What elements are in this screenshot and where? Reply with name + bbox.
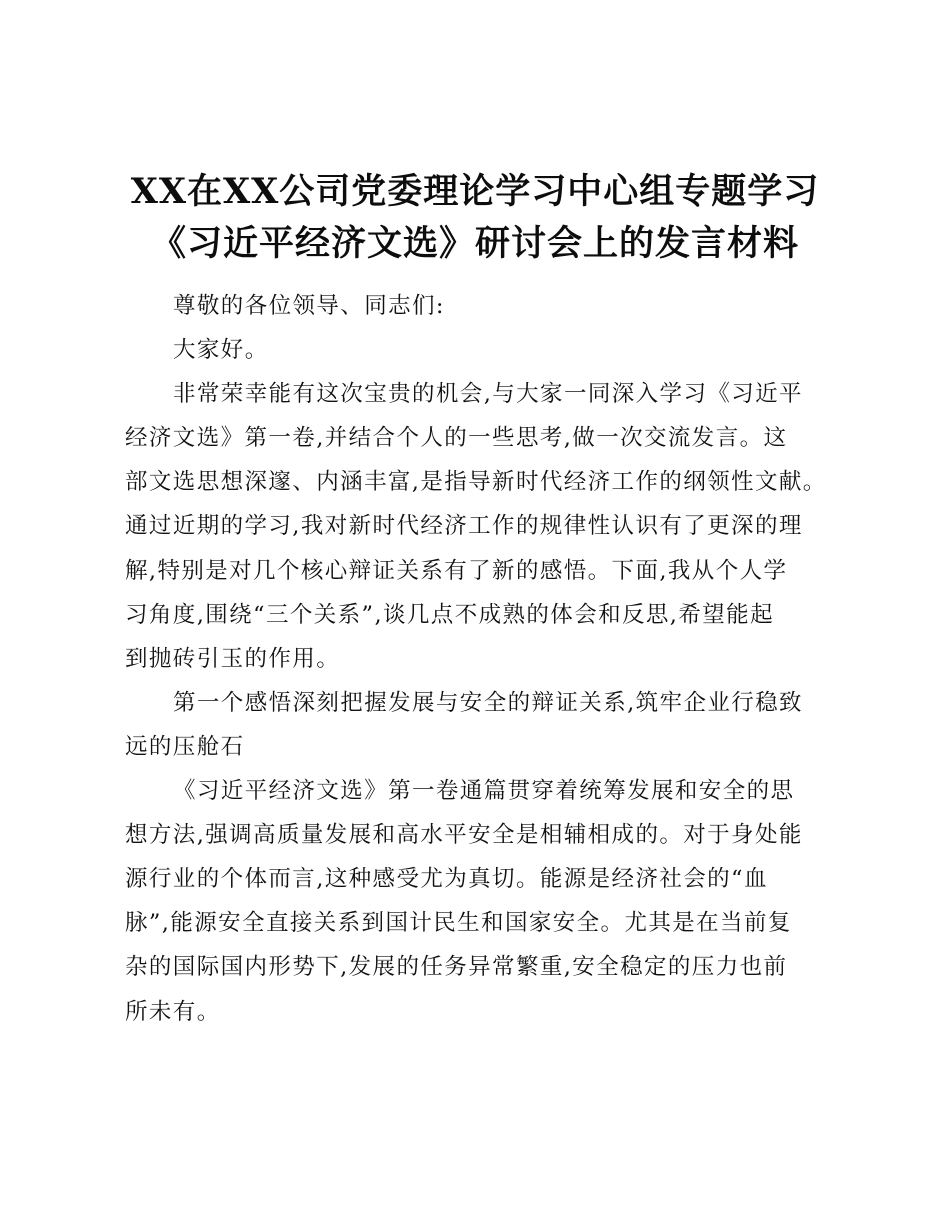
- paragraph-line: 通过近期的学习,我对新时代经济工作的规律性认识有了更深的理: [125, 513, 803, 540]
- paragraph-line: 脉”,能源安全直接关系到国计民生和国家安全。尤其是在当前复: [125, 910, 792, 937]
- salutation: 尊敬的各位领导、同志们:: [173, 293, 445, 319]
- paragraph-line: 非常荣幸能有这次宝贵的机会,与大家一同深入学习《习近平: [173, 381, 803, 408]
- paragraph-line: 《习近平经济文选》第一卷通篇贯穿着统筹发展和安全的思: [173, 778, 795, 805]
- paragraph-line: 习角度,围绕“三个关系”,谈几点不成熟的体会和反思,希望能起: [125, 601, 774, 628]
- document-title-line-2: 《习近平经济文选》研讨会上的发言材料: [150, 223, 799, 264]
- section-heading-line: 远的压舱石: [125, 733, 245, 760]
- document-body: [125, 284, 845, 1034]
- section-heading-line: 第一个感悟深刻把握发展与安全的辩证关系,筑牢企业行稳致: [173, 689, 803, 716]
- paragraph-line: 杂的国际国内形势下,发展的任务异常繁重,安全稳定的压力也前: [125, 954, 788, 981]
- paragraph-line: 解,特别是对几个核心辩证关系有了新的感悟。下面,我从个人学: [125, 557, 788, 584]
- paragraph-line: 想方法,强调高质量发展和高水平安全是相辅相成的。对于身处能: [125, 822, 803, 849]
- paragraph-line: 源行业的个体而言,这种感受尤为真切。能源是经济社会的“血: [125, 866, 768, 893]
- paragraph-line: 部文选思想深邃、内涵丰富,是指导新时代经济工作的纲领性文献。: [125, 469, 827, 496]
- paragraph-line: 所未有。: [125, 998, 221, 1025]
- paragraph-line: 经济文选》第一卷,并结合个人的一些思考,做一次交流发言。这: [125, 425, 788, 452]
- paragraph-line: 到抛砖引玉的作用。: [125, 645, 341, 672]
- document-title-line-1: XX在XX公司党委理论学习中心组专题学习: [130, 171, 820, 212]
- greeting: 大家好。: [173, 337, 269, 364]
